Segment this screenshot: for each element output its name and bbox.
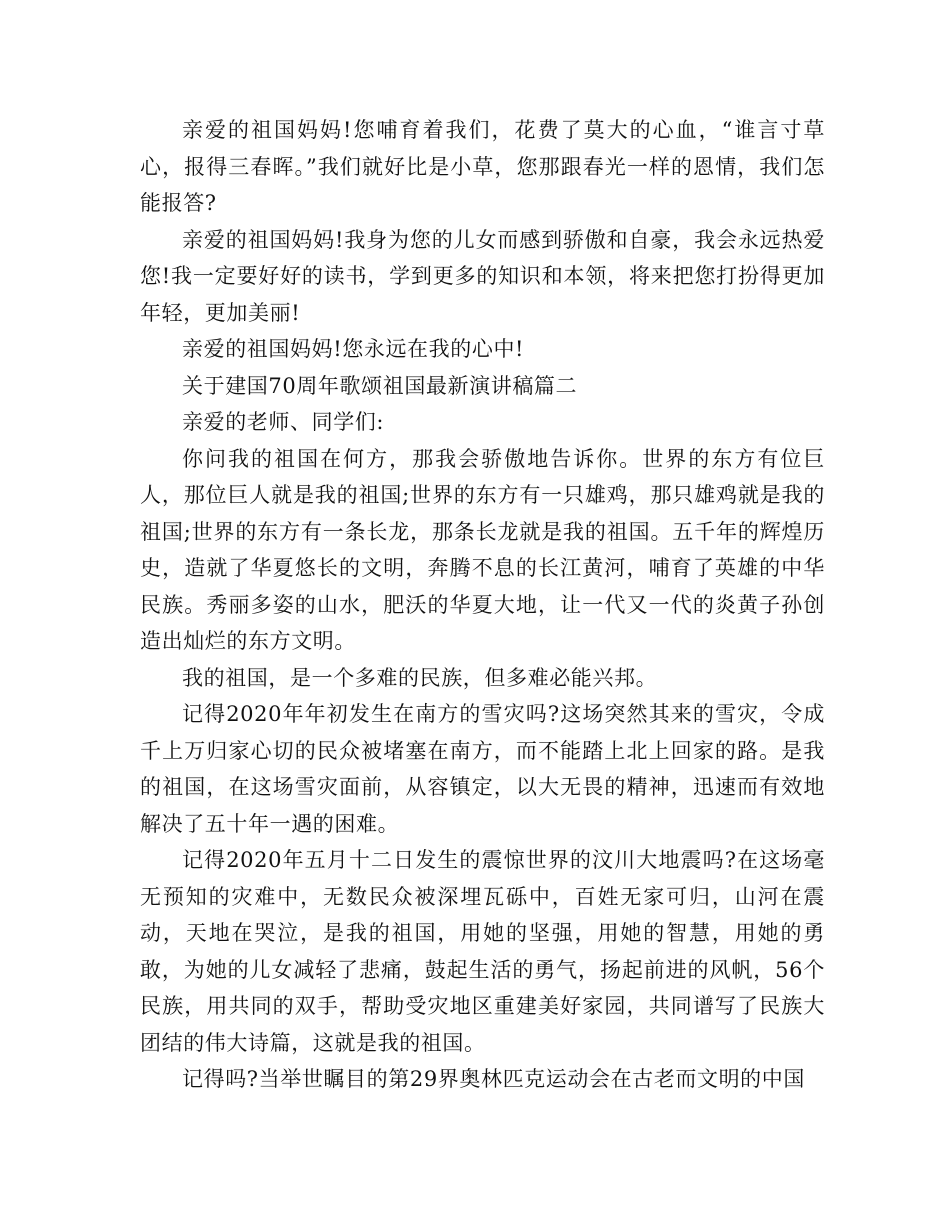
- greeting: 亲爱的老师、同学们:: [182, 410, 385, 434]
- paragraph-7: 我的祖国，是一个多难的民族，但多难必能兴邦。: [182, 665, 658, 690]
- paragraph-8: 记得2020年年初发生在南方的雪灾吗?这场突然其来的雪灾，令成千上万归家心切的民众被堵塞在南方，而不能踏上北上回家的路。是我的祖国，在这场雪灾面前，从容镇定，以大无畏的精神，迅速而有效地解决了五十年一遇的困难。: [140, 702, 825, 836]
- paragraph-10: 记得吗?当举世瞩目的第29界奥林匹克运动会在古老而文明的中国: [182, 1067, 805, 1091]
- paragraph-6: 你问我的祖国在何方，那我会骄傲地告诉你。世界的东方有位巨人，那位巨人就是我的祖国;世界的东方有一只雄鸡，那只雄鸡就是我的祖国;世界的东方有一条长龙，那条长龙就是我的祖国。五千年的辉煌历史，造就了华夏悠长的文明，奔腾不息的长江黄河，哺育了英雄的中华民族。秀丽多姿的山水，肥沃的华夏大地，让一代又一代的炎黄子孙创造出灿烂的东方文明。: [140, 446, 825, 653]
- paragraph-1: 亲爱的祖国妈妈!您哺育着我们，花费了莫大的心血，“谁言寸草心，报得三春晖。”我们就好比是小草，您那跟春光一样的恩情，我们怎能报答?: [140, 118, 825, 215]
- paragraph-9: 记得2020年五月十二日发生的震惊世界的汶川大地震吗?在这场毫无预知的灾难中，无数民众被深埋瓦砾中，百姓无家可归，山河在震动，天地在哭泣，是我的祖国，用她的坚强，用她的智慧，用她的勇敢，为她的儿女减轻了悲痛，鼓起生活的勇气，扬起前进的风帆，56个民族，用共同的双手，帮助受灾地区重建美好家园，共同谱写了民族大团结的伟大诗篇，这就是我的祖国。: [140, 848, 825, 1055]
- document-body: [140, 112, 825, 1098]
- paragraph-2: 亲爱的祖国妈妈!我身为您的儿女而感到骄傲和自豪，我会永远热爱您!我一定要好好的读书，学到更多的知识和本领，将来把您打扮得更加年轻，更加美丽!: [140, 227, 825, 325]
- paragraph-3: 亲爱的祖国妈妈!您永远在我的心中!: [182, 337, 525, 361]
- section-heading: 关于建国70周年歌颂祖国最新演讲稿篇二: [182, 373, 578, 398]
